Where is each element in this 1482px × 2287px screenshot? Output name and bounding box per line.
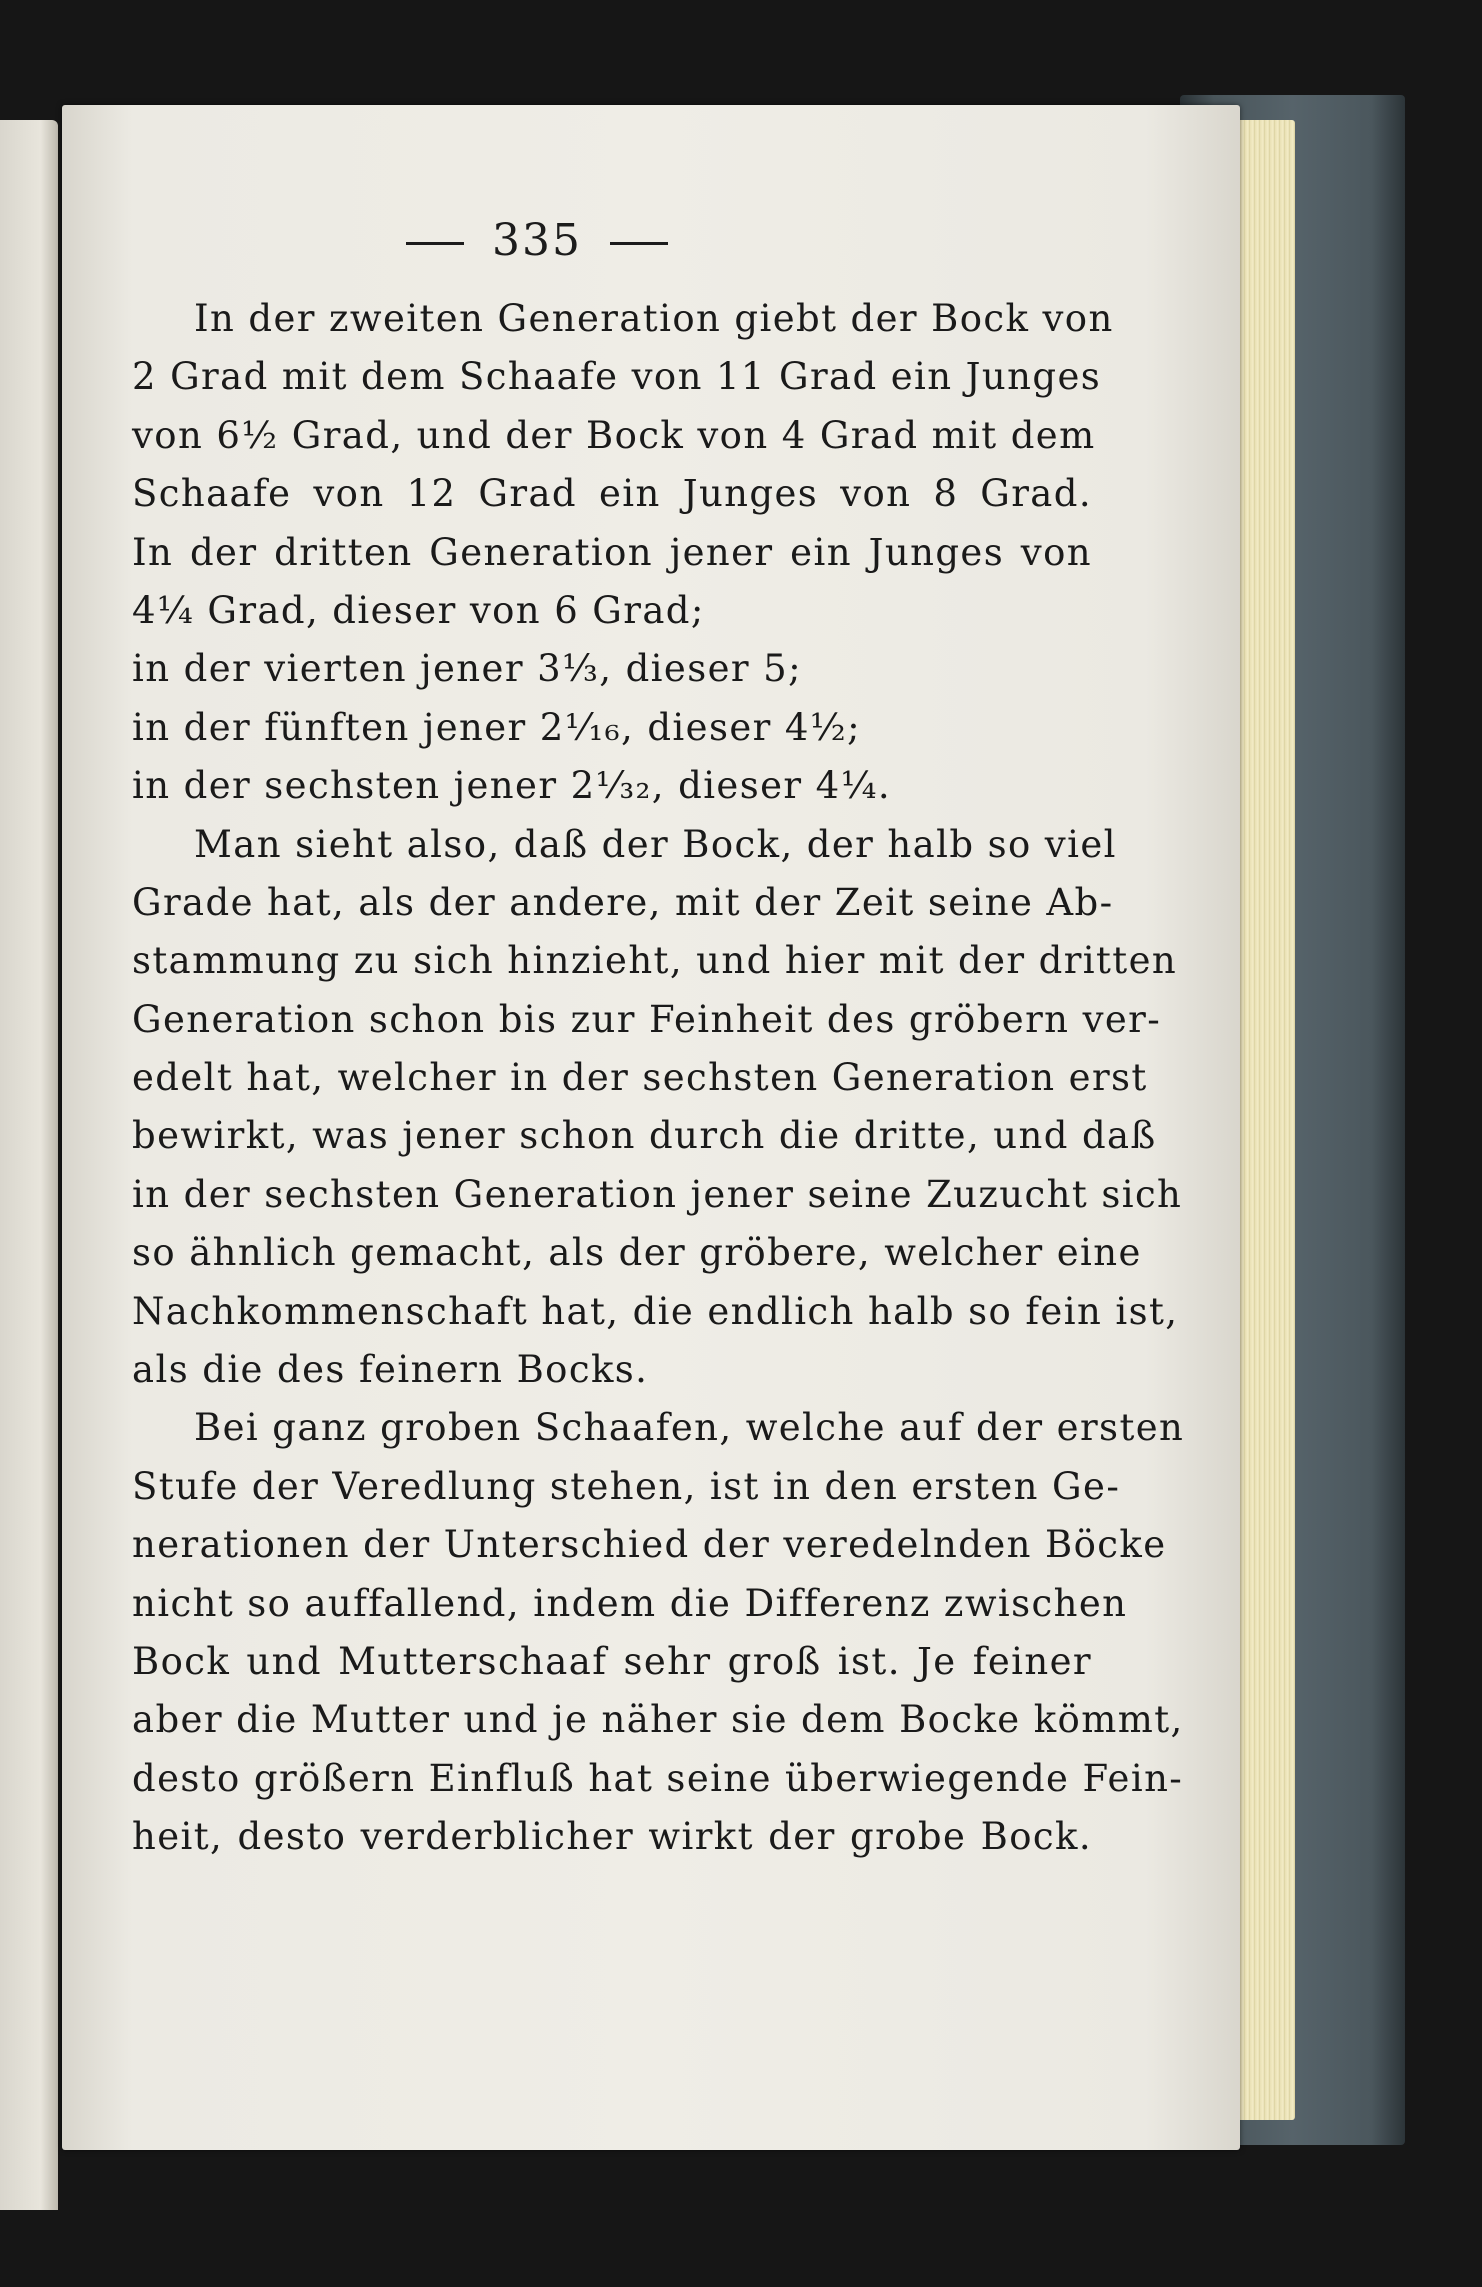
text-line: von 6½ Grad, und der Bock von 4 Grad mit dem	[132, 413, 1096, 457]
text-line: nicht so auffallend, indem die Differenz zwischen	[132, 1581, 1128, 1625]
text-line: desto größern Einfluß hat seine überwiegende Fein-	[132, 1756, 1184, 1800]
text-line: heit, desto verderblicher wirkt der grobe Bock.	[132, 1815, 1092, 1859]
text-line: aber die Mutter und je näher sie dem Bocke kömmt,	[132, 1698, 1184, 1742]
text-line: edelt hat, welcher in der sechsten Generation erst	[132, 1056, 1148, 1100]
page-header	[62, 215, 1012, 266]
left-page-edge	[0, 120, 58, 2210]
text-line: Stufe der Veredlung stehen, ist in den ersten Ge-	[132, 1464, 1121, 1508]
text-line: Generation schon bis zur Feinheit des gröbern ver-	[132, 997, 1162, 1041]
text-line: in der vierten jener 3⅓, dieser 5;	[132, 647, 802, 691]
text-line: 2 Grad mit dem Schaafe von 11 Grad ein Junges	[132, 355, 1102, 399]
text-line: 4¼ Grad, dieser von 6 Grad;	[132, 588, 705, 632]
text-line: in der fünften jener 2¹⁄₁₆, dieser 4½;	[132, 705, 861, 749]
body-text	[132, 290, 1185, 1867]
text-line: Nachkommenschaft hat, die endlich halb so fein ist,	[132, 1289, 1179, 1333]
text-line: Bei ganz groben Schaafen, welche auf der ersten	[194, 1406, 1185, 1450]
page-number: 335	[492, 215, 582, 266]
text-line: stammung zu sich hinzieht, und hier mit der dritten	[132, 939, 1178, 983]
text-line: Bock und Mutterschaaf sehr groß ist. Je feiner	[132, 1639, 1092, 1683]
book-page	[62, 105, 1240, 2150]
text-line: in der sechsten Generation jener seine Zuzucht sich	[132, 1172, 1183, 1216]
text-line: bewirkt, was jener schon durch die dritte, und daß	[132, 1114, 1157, 1158]
header-dash-right	[610, 242, 668, 245]
header-dash-left	[406, 242, 464, 245]
text-line: so ähnlich gemacht, als der gröbere, welcher eine	[132, 1231, 1142, 1275]
text-line: In der dritten Generation jener ein Junges von	[132, 530, 1092, 574]
text-line: Grade hat, als der andere, mit der Zeit seine Ab-	[132, 880, 1114, 924]
text-line: Schaafe von 12 Grad ein Junges von 8 Grad.	[132, 472, 1092, 516]
text-line: als die des feinern Bocks.	[132, 1348, 649, 1392]
text-line: in der sechsten jener 2¹⁄₃₂, dieser 4¼.	[132, 764, 892, 808]
text-line: In der zweiten Generation giebt der Bock von	[194, 297, 1114, 340]
text-line: nerationen der Unterschied der veredelnden Böcke	[132, 1523, 1167, 1567]
text-line: Man sieht also, daß der Bock, der halb so viel	[194, 822, 1117, 866]
